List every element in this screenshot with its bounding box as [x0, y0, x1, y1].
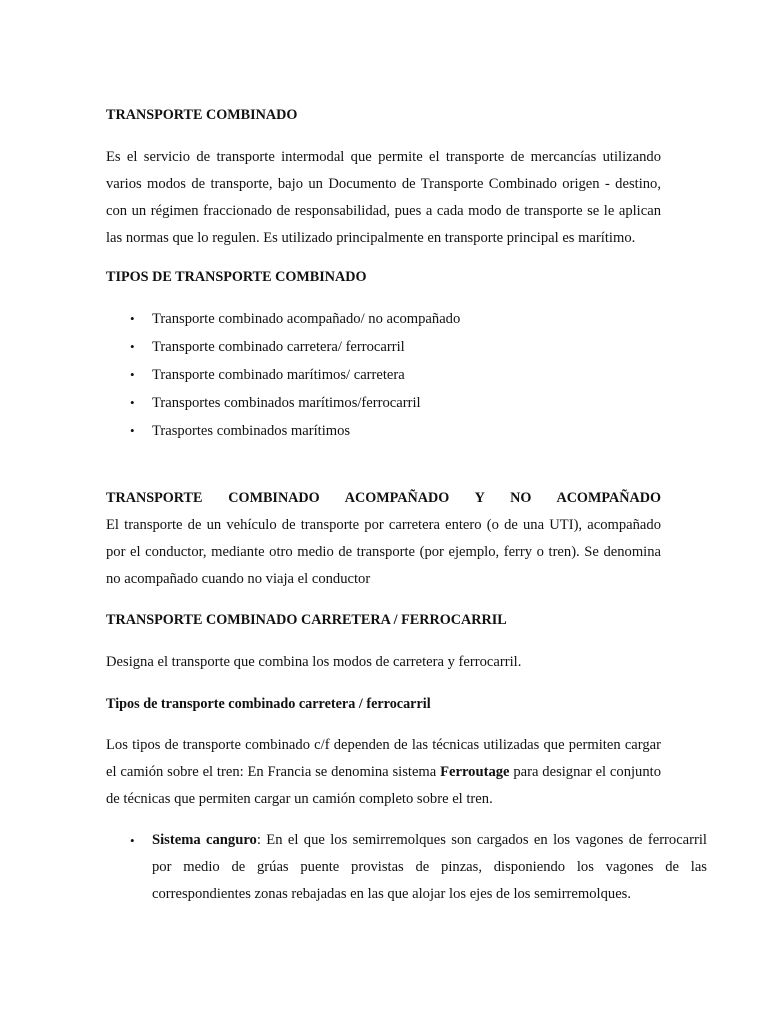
bullet-icon: •: [130, 423, 135, 438]
heading-carretera-ferrocarril: TRANSPORTE COMBINADO CARRETERA / FERROCARRIL: [106, 612, 507, 628]
paragraph-tipos-cf: [106, 732, 661, 813]
list-item-sistema-canguro: [106, 827, 707, 908]
paragraph-definicion: Es el servicio de transporte intermodal que permite el transporte de mercancías utilizando varios modos de transporte, bajo un Documento de Transporte Combinado origen - destino, con un régimen fraccionado de responsabilidad, pues a cada modo de transporte se le aplican las normas que lo regulen. Es utilizado principalmente en transporte principal es marítimo.: [106, 149, 661, 246]
paragraph-carretera-ferrocarril: Designa el transporte que combina los modos de carretera y ferrocarril.: [106, 654, 522, 670]
heading-tipos-transporte: TIPOS DE TRANSPORTE COMBINADO: [106, 269, 367, 285]
paragraph-text: para designar el conjunto de técnicas que permiten cargar un camión completo sobre el tren.: [106, 764, 661, 807]
subheading-tipos-cf: Tipos de transporte combinado carretera / ferrocarril: [106, 696, 431, 712]
list-item: • Transportes combinados marítimos/ferrocarril: [106, 389, 661, 417]
list-item: • Transporte combinado carretera/ ferrocarril: [106, 333, 661, 361]
bullet-icon: •: [130, 339, 135, 354]
bullet-icon: •: [130, 367, 135, 382]
paragraph-acompanado: El transporte de un vehículo de transporte por carretera entero (o de una UTI), acompañado por el conductor, mediante otro medio de transporte (por ejemplo, ferry o tren). Se denomina no acompañado cuando no viaja el conductor: [106, 517, 661, 587]
list-item-text: : En el que los semirremolques son cargados en los vagones de ferrocarril por medio de grúas puente provistas de pinzas, disponiendo los vagones de las correspondientes zonas rebajadas en las que alojar los ejes de los semirremolques.: [152, 832, 707, 902]
term-sistema-canguro: Sistema canguro: [152, 832, 257, 848]
list-item: • Trasportes combinados marítimos: [106, 417, 661, 445]
heading-transporte-combinado: TRANSPORTE COMBINADO: [106, 107, 298, 123]
list-item: • Transporte combinado acompañado/ no acompañado: [106, 305, 661, 333]
paragraph-text: Los tipos de transporte combinado c/f dependen de las técnicas utilizadas que permiten cargar el camión sobre el tren: En Francia se denomina sistema: [106, 737, 661, 780]
term-ferroutage: Ferroutage: [440, 764, 510, 780]
bullet-icon: •: [130, 311, 135, 326]
bullet-icon: •: [130, 395, 135, 410]
heading-acompanado: TRANSPORTE COMBINADO ACOMPAÑADO Y NO ACOMPAÑADO: [106, 490, 661, 506]
list-item: • Transporte combinado marítimos/ carretera: [106, 361, 661, 389]
list-tipos-transporte: [106, 305, 661, 445]
bullet-icon: •: [130, 833, 135, 848]
